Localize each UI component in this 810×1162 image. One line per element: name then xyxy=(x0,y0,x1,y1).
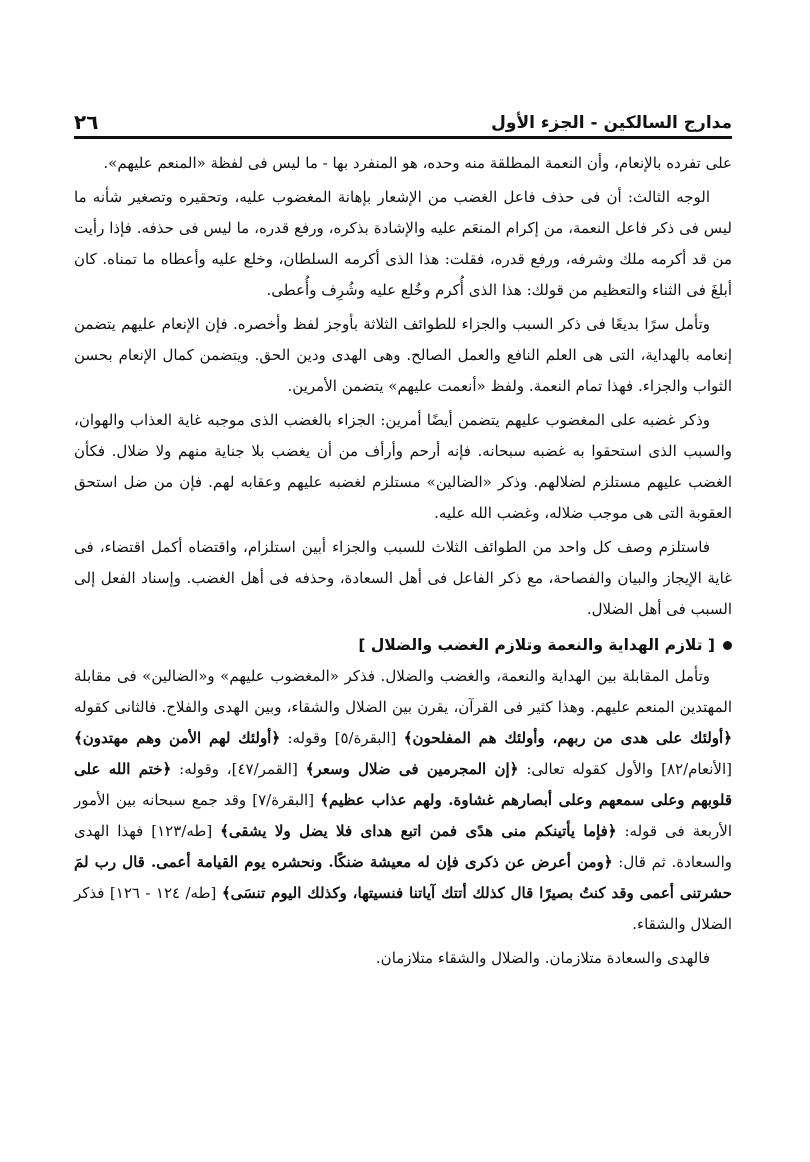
text-run: وتأمل المقابلة بين الهداية والنعمة، والغضب والضلال. فذكر «المغضوب عليهم» و«الضالين» فى مقابلة المهتدين المنعم عليهم. وهذا كثير فى القرآن، يقرن بين الضلال والشقاء، وبين الهدى والفلاح. فالثانى كقوله xyxy=(74,667,732,716)
page-header xyxy=(74,104,732,139)
quran-quote: ﴿إن المجرمين فى ضلال وسعر﴾ xyxy=(305,760,519,778)
paragraph-2: الوجه الثالث: أن فى حذف فاعل الغضب من الإشعار بإهانة المغضوب عليه، وتحقيره وتصغير شأنه ما ليس فى ذكر فاعل النعمة، من إكرام المنعَم عليه والإشادة بذكره، ورفع قدره، ما ليس فى حذفه. فإذا رأيت من قد أكرمه ملك وشرفه، ورفع قدره، فقلت: هذا الذى أكرمه السلطان، وخلع عليه وأعطاه ما تمناه. كان أبلغَ فى الثناء والتعظيم من قولك: هذا الذى أُكرم وخُلع عليه وشُرِف وأُعطى. xyxy=(74,188,732,299)
page-number: ٢٦ xyxy=(74,110,99,134)
text-run: [طه/ ١٢٤ - ١٢٦] فذكر الضلال والشقاء. xyxy=(74,884,732,933)
paragraph-5: فاستلزم وصف كل واحد من الطوائف الثلاث للسبب والجزاء أبين استلزام، واقتضاه أكمل اقتضاء، فى غاية الإيجاز والبيان والفصاحة، مع ذكر الفاعل فى أهل السعادة، وحذفه فى أهل الغضب. وإسناد الفعل إلى السبب فى أهل الضلال. xyxy=(74,538,732,618)
quran-quote: ﴿فإما يأتينكم منى هدًى فمن اتبع هداى فلا يضل ولا يشقى﴾ xyxy=(220,822,617,840)
text-run: [طه/١٢٣] فهذا الهدى والسعادة. ثم قال: xyxy=(74,822,732,871)
quran-quote: ﴿أولئك على هدى من ربهم، وأولئك هم المفلحون﴾ xyxy=(403,729,732,747)
paragraph-7: فالهدى والسعادة متلازمان. والضلال والشقاء متلازمان. xyxy=(375,949,710,967)
running-title: مدارج السالكين - الجزء الأول xyxy=(491,113,732,133)
paragraph-3: وتأمل سرًا بديعًا فى ذكر السبب والجزاء للطوائف الثلاثة بأوجز لفظ وأخصره. فإن الإنعام عليهم يتضمن إنعامه بالهداية، التى هى العلم النافع والعمل الصالح. وهى الهدى ودين الحق. ويتضمن كمال الإنعام بحسن الثواب والجزاء. فهذا تمام النعمة. ولفظ «أنعمت عليهم» يتضمن الأمرين. xyxy=(74,315,732,395)
bullet-icon xyxy=(723,641,732,650)
paragraph-4: وذكر غضبه على المغضوب عليهم يتضمن أيضًا أمرين: الجزاء بالغضب الذى موجبه غاية العذاب والهوان، والسبب الذى استحقوا به غضبه سبحانه. فإنه أرحم وأرأف من أن يغضب بلا جناية منهم ولا ضلال. فكأن الغضب عليهم مستلزم لضلالهم. وذكر «الضالين» مستلزم لغضبه عليهم وعقابه لهم. فإن من ضل استحق العقوبة التى هى موجب ضلاله، وغضب الله عليه. xyxy=(74,411,732,522)
text-run: [الأنعام/٨٢] والأول كقوله تعالى: xyxy=(518,760,732,778)
quran-quote: ﴿ختم الله على قلوبهم وعلى سمعهم وعلى أبصارهم غشاوة. ولهم عذاب عظيم﴾ xyxy=(74,760,732,809)
quran-quote: ﴿ومن أعرض عن ذكرى فإن له معيشة ضنكًا. ونحشره يوم القيامة أعمى. قال رب لمَ حشرتنى أعمى وقد كنتُ بصيرًا قال كذلك أتتك آياتنا فنسيتها، وكذلك اليوم تنسَى﴾ xyxy=(74,853,732,902)
quran-quote: ﴿أولئك لهم الأمن وهم مهتدون﴾ xyxy=(74,729,281,747)
text-run: [البقرة/٧] وقد جمع سبحانه بين الأمور الأربعة فى قوله: xyxy=(74,791,733,840)
page-body xyxy=(74,148,732,974)
paragraph-1: على تفرده بالإنعام، وأن النعمة المطلقة منه وحده، هو المنفرد بها - ما ليس فى لفظة «المنعم عليهم». xyxy=(103,154,732,172)
text-run: [البقرة/٥] وقوله: xyxy=(280,729,404,747)
section-heading xyxy=(74,630,732,661)
text-run: [القمر/٤٧]، وقوله: xyxy=(171,760,306,778)
paragraph-6 xyxy=(74,661,732,940)
section-heading-text: [ تلازم الهداية والنعمة وتلازم الغضب والضلال ] xyxy=(358,636,715,654)
